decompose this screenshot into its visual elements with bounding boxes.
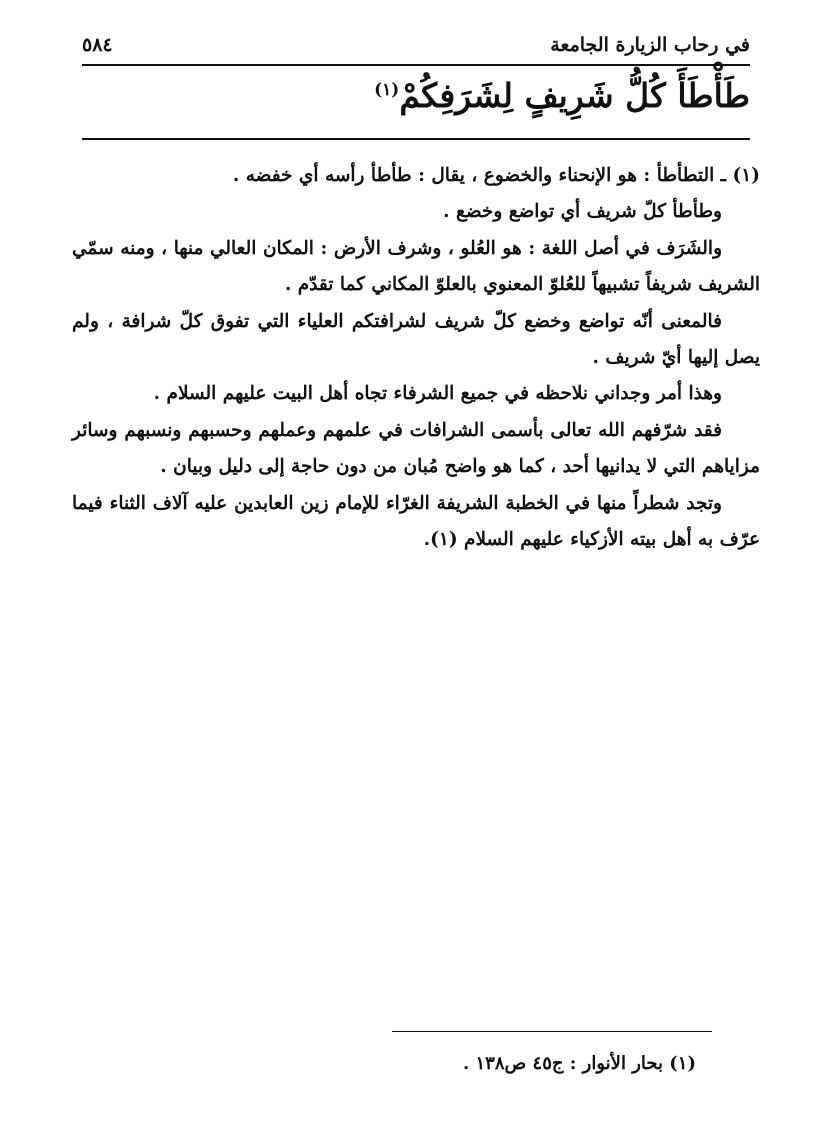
commentary-body bbox=[72, 158, 760, 558]
running-title: في رحاب الزيارة الجامعة bbox=[550, 34, 750, 56]
footnote: (١) بحار الأنوار : ج٤٥ ص١٣٨ . bbox=[462, 1053, 696, 1074]
verse-footnote-ref: (١) bbox=[374, 80, 400, 100]
verse-heading bbox=[374, 76, 750, 115]
paragraph: فقد شرّفهم الله تعالى بأسمى الشرافات في علمهم وعملهم وحسبهم ونسبهم وسائر مزاياهم التي لا يدانيها أحد ، كما هو واضح مُبان من دون حاجة إلى دليل وبيان . bbox=[72, 419, 760, 478]
paragraph: فالمعنى أنّه تواضع وخضع كلّ شريف لشرافتكم العلياء التي تفوق كلّ شرافة ، ولم يصل إليها أيّ شريف . bbox=[72, 310, 760, 369]
page-header bbox=[82, 30, 750, 66]
paragraph: وتجد شطراً منها في الخطبة الشريفة الغرّاء للإمام زين العابدين عليه آلاف الثناء فيما عرّف به أهل بيته الأزكياء عليهم السلام (١). bbox=[72, 492, 760, 551]
verse-text: طَأْطَأَ كُلُّ شَرِيفٍ لِشَرَفِكُمْ bbox=[399, 76, 750, 115]
footnote-divider bbox=[392, 1031, 712, 1032]
page-number: ٥٨٤ bbox=[82, 34, 113, 56]
paragraph: (١) ـ التطأطأ : هو الإنحناء والخضوع ، يقال : طأطأ رأسه أي خفضه . bbox=[232, 165, 760, 186]
section-divider bbox=[82, 138, 750, 140]
paragraph: والشَرَف في أصل اللغة : هو العُلو ، وشرف الأرض : المكان العالي منها ، ومنه سمّي الشريف شريفاً تشبيهاً للعُلوّ المعنوي بالعلوّ المكاني كما تقدّم . bbox=[72, 237, 760, 296]
paragraph: وهذا أمر وجداني نلاحظه في جميع الشرفاء تجاه أهل البيت عليهم السلام . bbox=[153, 383, 722, 405]
paragraph: وطأطأ كلّ شريف أي تواضع وخضع . bbox=[443, 201, 722, 223]
